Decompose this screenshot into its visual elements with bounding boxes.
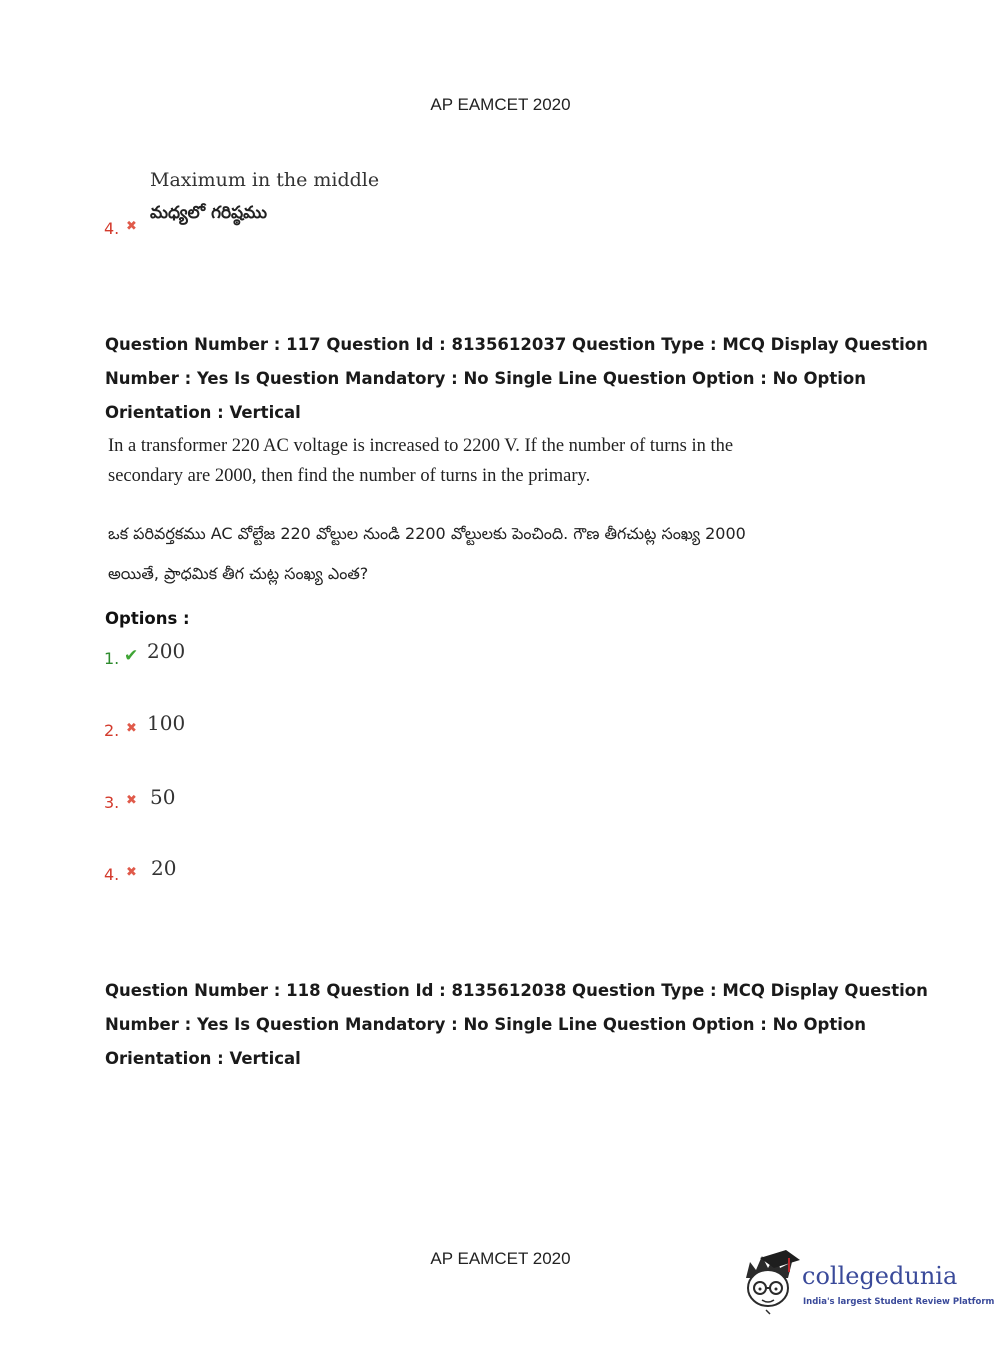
metadata-line: Number : Yes Is Question Mandatory : No Single Line Question Option : No Option (105, 1015, 866, 1034)
option-4-value: 20 (151, 856, 177, 880)
question-line: In a transformer 220 AC voltage is increased to 2200 V. If the number of turns in the (108, 436, 734, 456)
check-icon: ✔ (124, 646, 139, 666)
question-118-metadata (105, 974, 928, 1076)
option-4-english-text: Maximum in the middle (150, 169, 380, 191)
metadata-line: Question Number : 118 Question Id : 8135612038 Question Type : MCQ Display Question (105, 981, 928, 1000)
option-1-number: 1. (104, 649, 120, 668)
question-117-metadata (105, 328, 928, 430)
question-line: secondary are 2000, then find the number of turns in the primary. (108, 466, 591, 486)
metadata-line: Orientation : Vertical (105, 403, 301, 422)
collegedunia-mascot-icon (742, 1248, 802, 1318)
option-2-number: 2. (104, 721, 120, 740)
options-label: Options : (105, 609, 190, 628)
option-3-number: 3. (104, 793, 120, 812)
cross-icon: ✖ (126, 793, 137, 808)
logo-tagline: India's largest Student Review Platform (803, 1297, 995, 1307)
option-3-value: 50 (150, 785, 176, 809)
logo-wordmark: collegedunia (802, 1262, 958, 1290)
metadata-line: Question Number : 117 Question Id : 8135612037 Question Type : MCQ Display Question (105, 335, 928, 354)
option-1-value: 200 (147, 639, 186, 663)
question-line: అయితే, ప్రాధమిక తీగ చుట్ల సంఖ్య ఎంత? (108, 564, 369, 583)
metadata-line: Number : Yes Is Question Mandatory : No Single Line Question Option : No Option (105, 369, 866, 388)
question-117-english-text (108, 431, 733, 491)
metadata-line: Orientation : Vertical (105, 1049, 301, 1068)
cross-icon: ✖ (126, 219, 137, 234)
cross-icon: ✖ (126, 865, 137, 880)
option-2-value: 100 (147, 711, 186, 735)
question-line: ఒక పరివర్తకము AC వోల్టేజ 220 వోల్టుల నుండి 2200 వోల్టులకు పెంచింది. గౌణ తీగచుట్ల సంఖ్య 2000 (108, 524, 746, 543)
option-4-number: 4. (104, 865, 120, 884)
option-4-number: 4. (104, 219, 120, 238)
page-footer: AP EAMCET 2020 (430, 1249, 571, 1268)
question-117-telugu-text (108, 514, 746, 594)
option-4-telugu-text: మధ్యలో గరిష్ఠము (150, 203, 268, 223)
cross-icon: ✖ (126, 721, 137, 736)
page-header: AP EAMCET 2020 (430, 95, 571, 114)
